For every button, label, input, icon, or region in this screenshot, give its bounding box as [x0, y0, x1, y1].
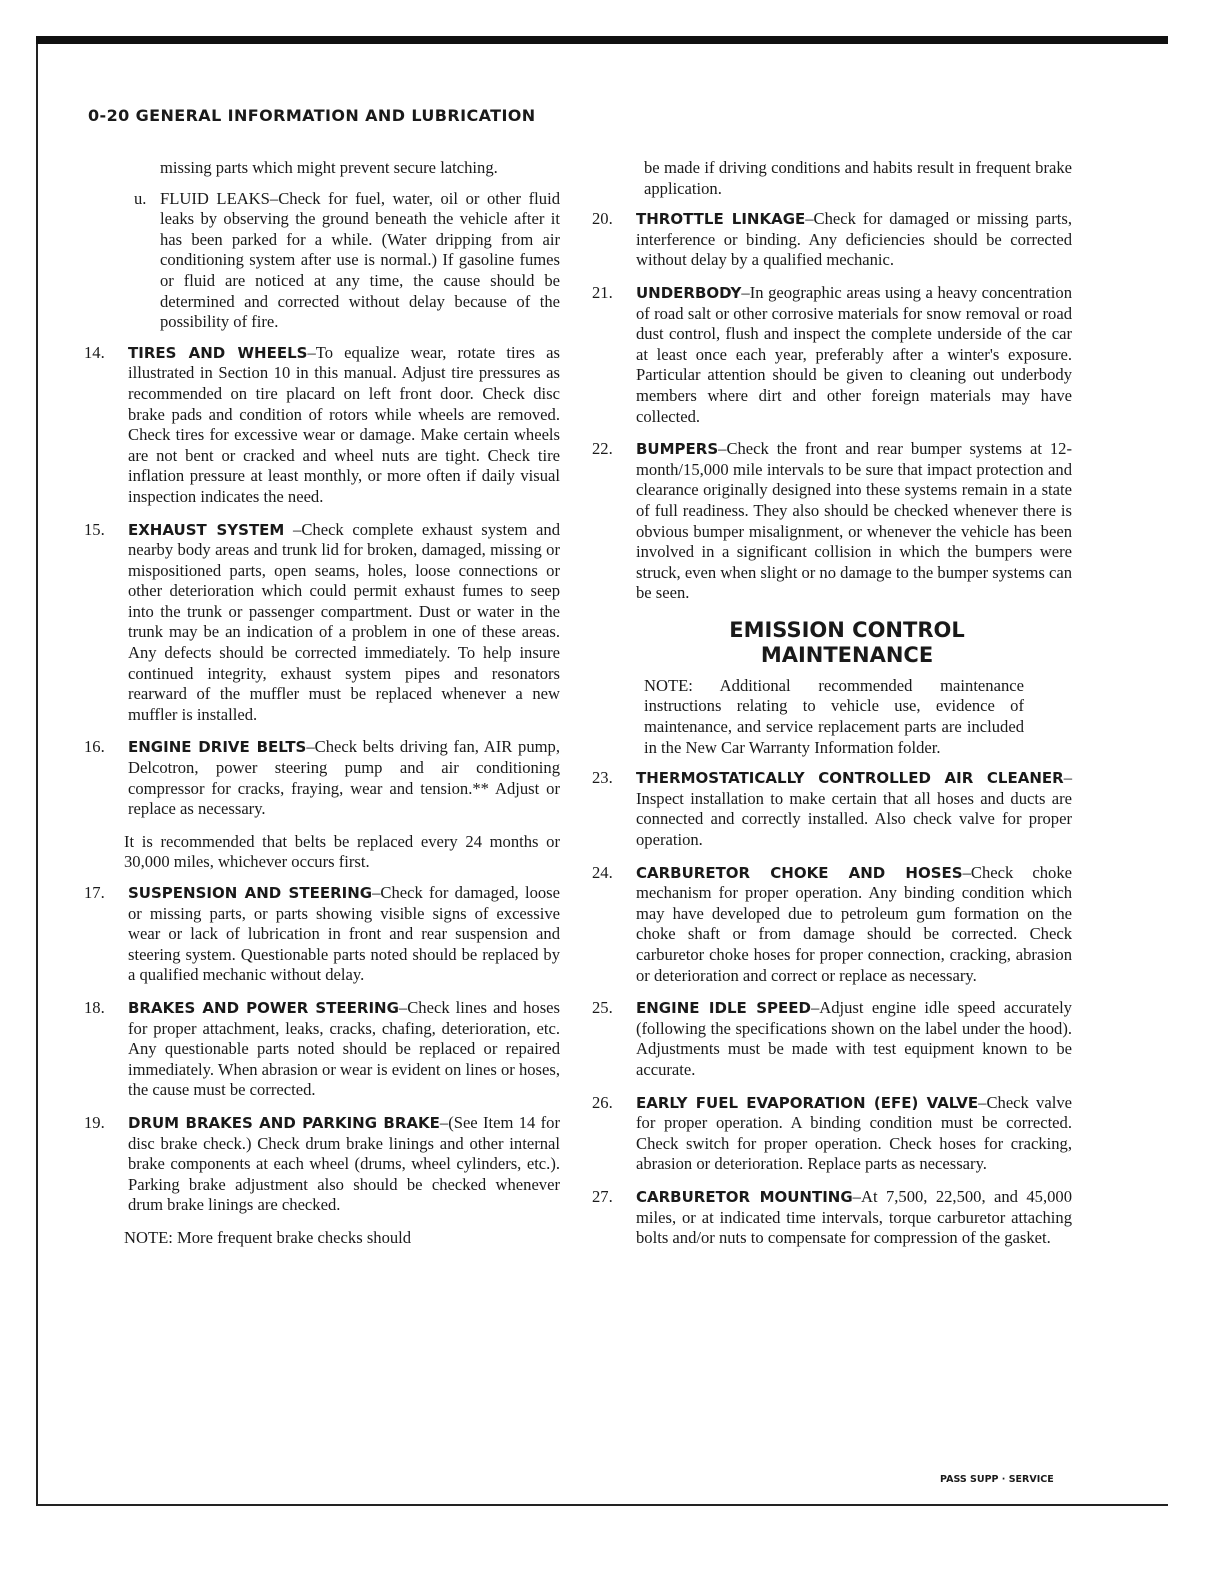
- bottom-rule: [36, 1504, 1168, 1506]
- item-text: –Check lines and hoses for proper attachment, leaks, cracks, chafing, deterioration, etc. Any questionable parts noted should be replaced or repaired immediately. When abrasion or wear is evident on lines or hoses, the cause must be corrected.: [128, 997, 560, 1100]
- item-text: –At 7,500, 22,500, and 45,000 miles, or at indicated time intervals, torque carburetor attaching bolts and/or nuts to compensate for compression of the gasket.: [636, 1186, 1072, 1248]
- item-number: 18.: [84, 997, 105, 1017]
- list-item-tires-and-wheels: [84, 343, 560, 508]
- item-number: 19.: [84, 1112, 105, 1132]
- list-item-engine-drive-belts: [84, 737, 560, 819]
- left-margin-rule: [36, 44, 38, 1506]
- item-text: –In geographic areas using a heavy concentration of road salt or other corrosive materials for snow removal or road dust control, flush and inspect the complete underside of the car at least once each year, preferably after a winter's exposure. Particular attention should be given to cleaning out underbody members where dirt and other foreign materials may have collected.: [636, 282, 1072, 426]
- list-item-carburetor-mounting: [592, 1187, 1072, 1249]
- list-item-drum-brakes-and-parking-brake: [84, 1113, 560, 1216]
- list-item-fluid-leaks: [84, 189, 560, 333]
- item-title: DRUM BRAKES AND PARKING BRAKE: [128, 1113, 440, 1132]
- item-text: –Check valve for proper operation. A binding condition must be corrected. Check switch for proper operation. Check hoses for cracking, abrasion or deterioration. Replace parts as necessary.: [636, 1092, 1072, 1174]
- item-text: –Adjust engine idle speed accurately (following the specifications shown on the label under the hood). Adjustments must be made with test equipment known to be accurate.: [636, 998, 1072, 1079]
- list-item-brakes-and-power-steering: [84, 998, 560, 1101]
- brake-check-note: NOTE: More frequent brake checks should: [124, 1227, 412, 1247]
- item-number: 23.: [592, 768, 613, 788]
- item-title: TIRES AND WHEELS: [128, 343, 308, 362]
- item-text: –To equalize wear, rotate tires as illustrated in Section 10 in this manual. Adjust tire pressures as recommended on tire placard on left front door. Check disc brake pads and condition of rotors while wheels are removed. Check tires for excessive wear or damage. Make certain wheels are not bent or cracked and wheel nuts are tight. Check tire inflation pressure at least monthly, or more often if daily visual inspection indicates the need.: [128, 342, 560, 506]
- list-item-throttle-linkage: [592, 209, 1072, 271]
- list-item-thermostatic-air-cleaner: [592, 768, 1072, 850]
- list-item-bumpers: [592, 439, 1072, 604]
- item-number: 15.: [84, 519, 105, 539]
- continued-text: be made if driving conditions and habits result in frequent brake application.: [644, 158, 1072, 198]
- section-heading-line-1: EMISSION CONTROL: [729, 617, 965, 642]
- item-number: 22.: [592, 439, 613, 459]
- item-title: THROTTLE LINKAGE: [636, 210, 806, 229]
- item-number: u.: [134, 188, 147, 208]
- item-number: 26.: [592, 1092, 613, 1112]
- page-header: 0-20 GENERAL INFORMATION AND LUBRICATION: [88, 106, 536, 125]
- emission-note: NOTE: Additional recommended maintenance instructions relating to vehicle use, evidence of maintenance, and service replacement parts are included in the New Car Warranty Information folder.: [644, 675, 1024, 757]
- list-item-underbody: [592, 283, 1072, 427]
- item-title: ENGINE DRIVE BELTS: [128, 738, 307, 757]
- item-number: 14.: [84, 342, 105, 362]
- item-text: –Check for damaged or missing parts, interference or binding. Any deficiencies should be corrected without delay by a qualified mechanic.: [636, 209, 1072, 270]
- item-text: –Check belts driving fan, AIR pump, Delcotron, power steering pump and air conditioning compressor for cracks, fraying, wear and tension.** Adjust or replace as necessary.: [128, 737, 560, 819]
- item-text: –Check choke mechanism for proper operation. Any binding condition which may have developed due to petroleum gum formation on the choke shaft or from damage should be corrected. Check carburetor choke hoses for proper connection, cracking, abrasion or deterioration and correct or replace as necessary.: [636, 862, 1073, 985]
- list-item-suspension-and-steering: [84, 883, 560, 986]
- item-number: 20.: [592, 209, 613, 229]
- item-number: 27.: [592, 1186, 613, 1206]
- item-number: 16.: [84, 737, 105, 757]
- item-title: UNDERBODY: [636, 283, 742, 302]
- item-title: BRAKES AND POWER STEERING: [128, 998, 399, 1017]
- item-title: SUSPENSION AND STEERING: [128, 884, 373, 902]
- list-item-carburetor-choke-and-hoses: [592, 863, 1072, 987]
- section-heading-line-2: MAINTENANCE: [760, 642, 934, 667]
- item-title: EARLY FUEL EVAPORATION (EFE) VALVE: [636, 1093, 979, 1112]
- item-number: 25.: [592, 998, 613, 1018]
- left-column: [84, 158, 560, 1259]
- item-text: –Check for damaged, loose or missing parts, or parts showing visible signs of excessive wear or lack of lubrication in front and rear suspension and steering system. Questionable parts noted should be replaced by a qualified mechanic without delay.: [128, 883, 560, 985]
- list-item-exhaust-system: [84, 520, 560, 726]
- item-number: 24.: [592, 862, 613, 882]
- item-number: 21.: [592, 282, 613, 302]
- top-rule: [36, 36, 1168, 44]
- item-number: 17.: [84, 883, 105, 902]
- item-text: –Check for fuel, water, oil or other fluid leaks by observing the ground beneath the vehicle after it has been parked for a while. (Water dripping from air conditioning system after use is normal.) If gasoline fumes or fluid are noticed at any time, the cause should be determined and corrected without delay because of the possibility of fire.: [160, 188, 560, 332]
- item-title: BUMPERS: [636, 440, 719, 459]
- item-title: ENGINE IDLE SPEED: [636, 999, 811, 1018]
- right-column: [592, 158, 1072, 1261]
- item-title: FLUID LEAKS: [160, 188, 270, 208]
- item-text: –Check complete exhaust system and nearby body areas and trunk lid for broken, damaged, missing or mispositioned parts, open seams, holes, loose connections or other deterioration which could permit exhaust fumes to seep into the trunk or passenger compartment. Dust or water in the trunk may be an indication of a problem in one of these areas. Any defects should be corrected immediately. To help insure continued integrity, exhaust system pipes and resonators rearward of the muffler must be replaced whenever a new muffler is installed.: [128, 519, 560, 724]
- item-title: CARBURETOR CHOKE AND HOSES: [636, 863, 963, 882]
- section-heading-emission-control: [592, 618, 1072, 668]
- item-title: EXHAUST SYSTEM: [128, 520, 285, 539]
- item-text: –(See Item 14 for disc brake check.) Check drum brake linings and other internal brake components at each wheel (drums, wheel cylinders, etc.). Parking brake adjustment also should be checked whenever drum brake linings are checked.: [128, 1112, 560, 1215]
- item-text: –Inspect installation to make certain that all hoses and ducts are connected and correctly installed. Also check valve for proper operation.: [636, 768, 1072, 850]
- list-item-efe-valve: [592, 1093, 1072, 1175]
- item-title: THERMOSTATICALLY CONTROLLED AIR CLEANER: [636, 769, 1064, 788]
- continued-text: missing parts which might prevent secure latching.: [160, 158, 498, 177]
- page-footer: PASS SUPP · SERVICE: [940, 1474, 1054, 1485]
- list-item-engine-idle-speed: [592, 998, 1072, 1080]
- belt-replacement-paragraph: It is recommended that belts be replaced every 24 months or 30,000 miles, whichever occurs first.: [124, 831, 560, 872]
- item-text: –Check the front and rear bumper systems at 12-month/15,000 mile intervals to be sure that impact protection and clearance originally designed into these systems remain in a state of full readiness. They also should be checked whenever there is obvious bumper misalignment, or whenever the vehicle has been involved in a significant collision in which the bumpers were struck, even when slight or no damage to the bumper systems can be seen.: [636, 439, 1072, 603]
- item-title: CARBURETOR MOUNTING: [636, 1187, 853, 1206]
